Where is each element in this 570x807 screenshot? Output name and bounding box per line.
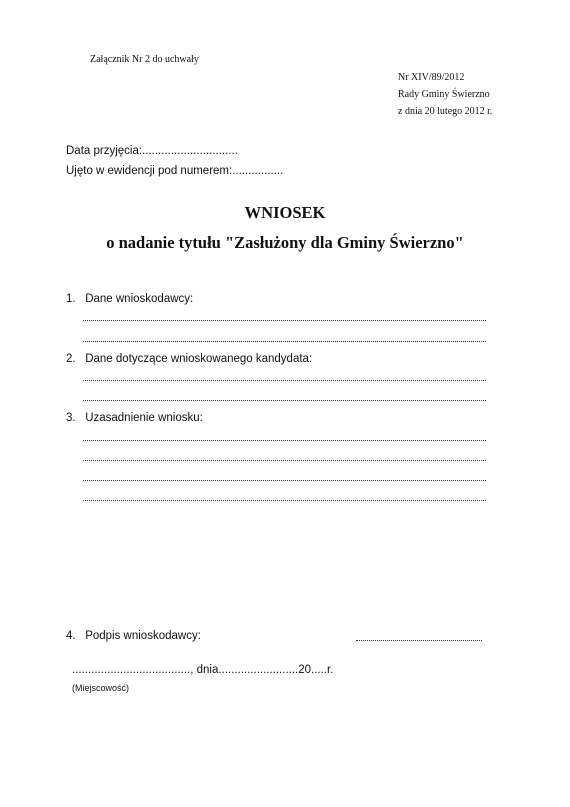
entry-line <box>83 380 486 381</box>
section-number: 1. <box>66 293 76 305</box>
registered-under-field: Ujęto w ewidencji pod numerem:................ <box>66 165 284 177</box>
section-4-heading <box>66 630 201 642</box>
section-number: 2. <box>66 353 76 365</box>
entry-line <box>83 460 486 461</box>
section-1-heading <box>66 293 193 305</box>
place-caption: (Miejscowość) <box>72 683 130 693</box>
entry-line <box>83 341 486 342</box>
section-number: 4. <box>66 630 76 642</box>
section-label: Dane dotyczące wnioskowanego kandydata: <box>85 353 313 365</box>
entry-line <box>83 480 486 481</box>
entry-line <box>83 400 486 401</box>
signature-line <box>356 640 482 641</box>
section-label: Uzasadnienie wniosku: <box>85 412 203 424</box>
section-number: 3. <box>66 412 76 424</box>
council-name: Rady Gminy Świerzno <box>398 89 490 100</box>
document-title: WNIOSEK <box>244 203 326 222</box>
attachment-label: Załącznik Nr 2 do uchwały <box>90 54 199 65</box>
place-date-field: ....................................., dnia.........................20.....r. <box>72 664 334 676</box>
section-2-heading <box>66 353 312 365</box>
entry-line <box>83 320 486 321</box>
resolution-date: z dnia 20 lutego 2012 r. <box>398 106 493 117</box>
section-3-heading <box>66 412 203 424</box>
section-label: Podpis wnioskodawcy: <box>85 630 201 642</box>
entry-line <box>83 500 486 501</box>
resolution-number: Nr XIV/89/2012 <box>398 72 465 83</box>
section-label: Dane wnioskodawcy: <box>85 293 194 305</box>
entry-line <box>83 440 486 441</box>
date-received-field: Data przyjęcia:.............................. <box>66 145 238 157</box>
document-subtitle: o nadanie tytułu "Zasłużony dla Gminy Świerzno" <box>106 233 464 252</box>
